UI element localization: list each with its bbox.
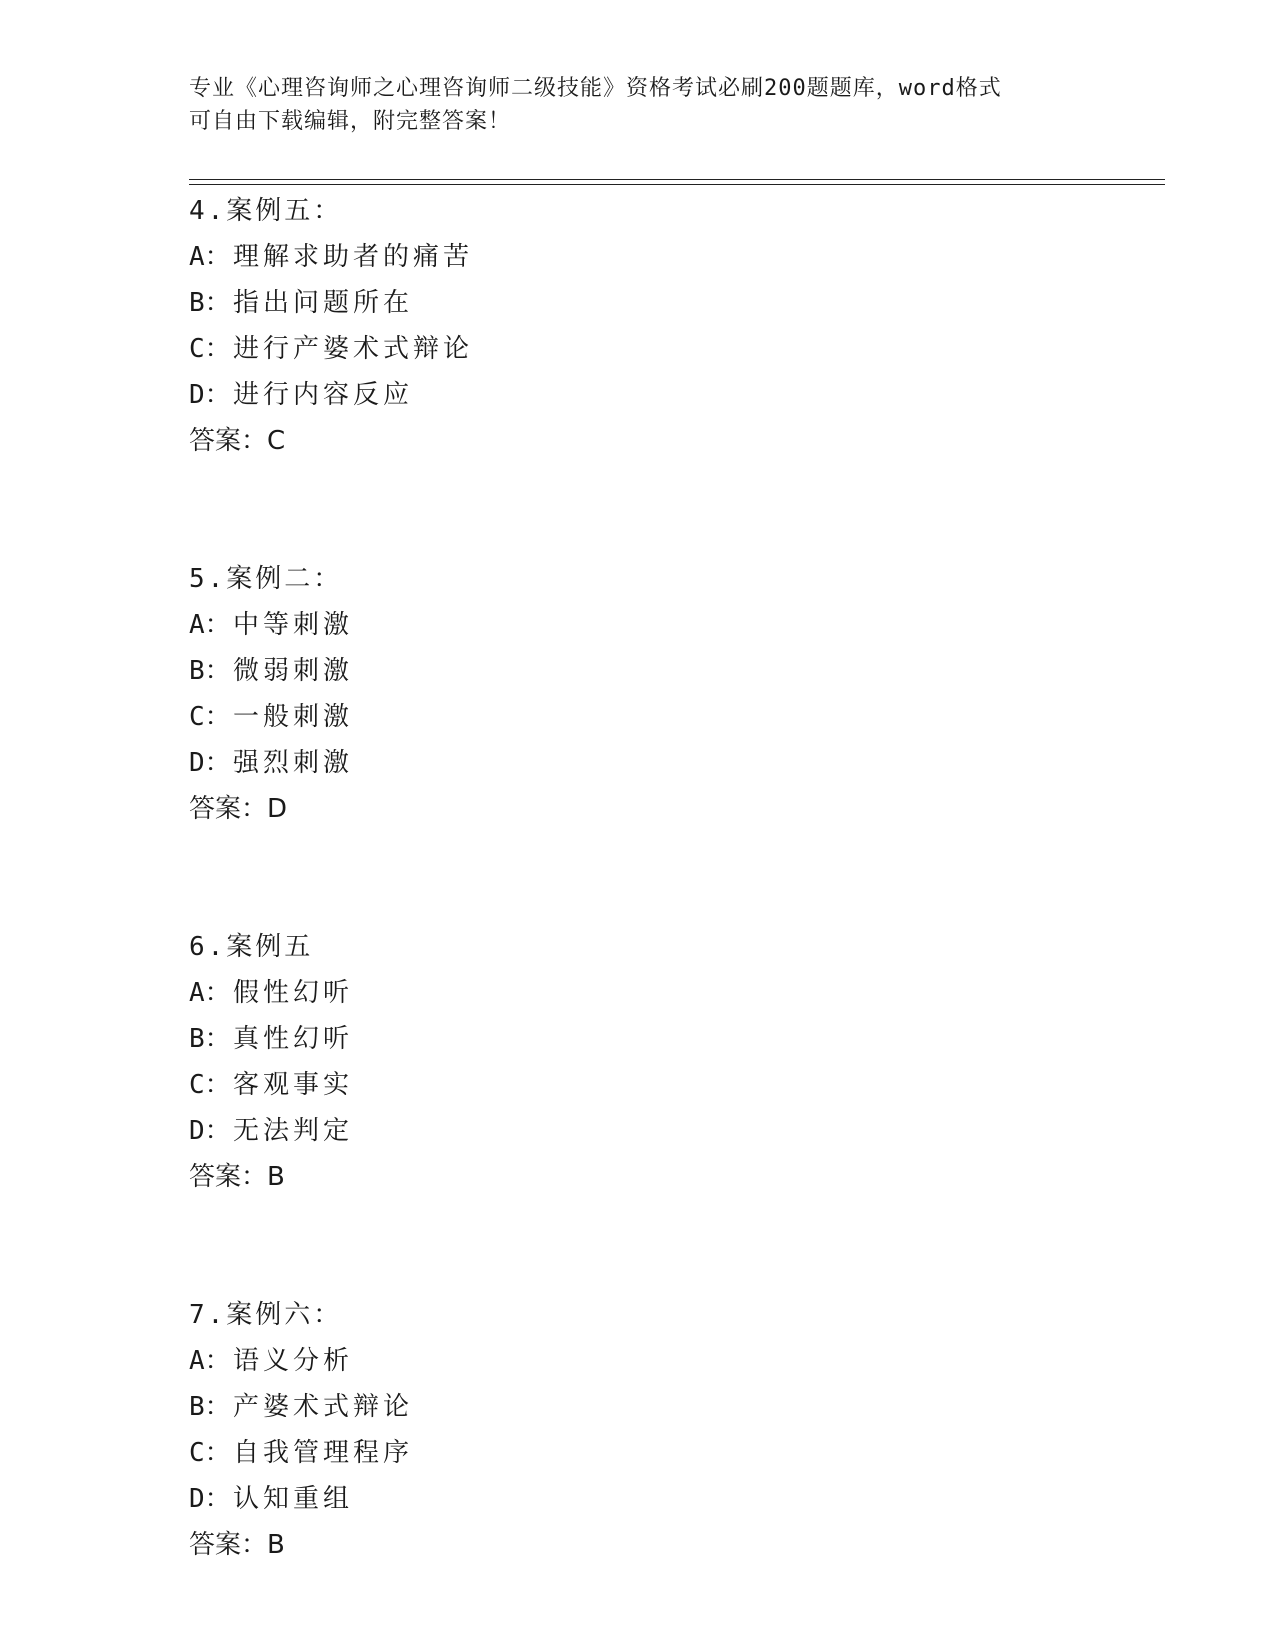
question-5 xyxy=(189,556,1149,832)
option-d xyxy=(189,1108,1149,1154)
option-a xyxy=(189,234,1149,280)
option-text: 假性幻听 xyxy=(233,978,354,1008)
option-a xyxy=(189,1338,1149,1384)
option-text: 进行内容反应 xyxy=(233,380,414,410)
option-key: C： xyxy=(189,702,231,732)
option-key: D： xyxy=(189,1116,231,1146)
option-a xyxy=(189,602,1149,648)
question-title: 6.案例五 xyxy=(189,932,314,962)
option-b xyxy=(189,280,1149,326)
option-text: 中等刺激 xyxy=(233,610,354,640)
question-4 xyxy=(189,188,1149,464)
option-b xyxy=(189,1384,1149,1430)
header-line-2: 可自由下载编辑，附完整答案！ xyxy=(189,109,512,134)
option-text: 无法判定 xyxy=(233,1116,354,1146)
option-key: A： xyxy=(189,610,231,640)
option-key: A： xyxy=(189,978,231,1008)
header-line-1: 专业《心理咨询师之心理咨询师二级技能》资格考试必刷200题题库，word格式 xyxy=(189,76,1002,101)
question-title: 5.案例二： xyxy=(189,564,343,594)
option-b xyxy=(189,648,1149,694)
option-text: 客观事实 xyxy=(233,1070,354,1100)
option-key: B： xyxy=(189,288,231,318)
option-key: D： xyxy=(189,748,231,778)
option-text: 进行产婆术式辩论 xyxy=(233,334,474,364)
option-key: A： xyxy=(189,242,231,272)
header-divider-bottom xyxy=(189,184,1165,185)
option-key: A： xyxy=(189,1346,231,1376)
option-key: C： xyxy=(189,1070,231,1100)
option-text: 认知重组 xyxy=(233,1484,354,1514)
option-c xyxy=(189,694,1149,740)
answer-line: 答案：D xyxy=(189,794,288,824)
option-text: 自我管理程序 xyxy=(233,1438,414,1468)
question-title: 4.案例五： xyxy=(189,196,343,226)
question-gap xyxy=(189,1200,1149,1292)
document-header xyxy=(189,72,1089,138)
option-text: 语义分析 xyxy=(233,1346,354,1376)
option-text: 微弱刺激 xyxy=(233,656,354,686)
option-c xyxy=(189,1430,1149,1476)
question-gap xyxy=(189,464,1149,556)
question-gap xyxy=(189,832,1149,924)
option-d xyxy=(189,1476,1149,1522)
question-7 xyxy=(189,1292,1149,1568)
option-text: 指出问题所在 xyxy=(233,288,414,318)
option-text: 产婆术式辩论 xyxy=(233,1392,414,1422)
question-title: 7.案例六： xyxy=(189,1300,343,1330)
question-6 xyxy=(189,924,1149,1200)
option-b xyxy=(189,1016,1149,1062)
option-key: C： xyxy=(189,334,231,364)
question-list xyxy=(189,188,1149,1568)
option-key: B： xyxy=(189,656,231,686)
header-divider-top xyxy=(189,179,1165,180)
option-a xyxy=(189,970,1149,1016)
option-key: D： xyxy=(189,1484,231,1514)
option-key: B： xyxy=(189,1024,231,1054)
option-text: 一般刺激 xyxy=(233,702,354,732)
option-d xyxy=(189,372,1149,418)
option-key: B： xyxy=(189,1392,231,1422)
option-key: C： xyxy=(189,1438,231,1468)
answer-line: 答案：B xyxy=(189,1530,285,1560)
answer-line: 答案：C xyxy=(189,426,286,456)
option-c xyxy=(189,326,1149,372)
option-text: 理解求助者的痛苦 xyxy=(233,242,474,272)
option-d xyxy=(189,740,1149,786)
option-text: 真性幻听 xyxy=(233,1024,354,1054)
option-text: 强烈刺激 xyxy=(233,748,354,778)
option-c xyxy=(189,1062,1149,1108)
option-key: D： xyxy=(189,380,231,410)
answer-line: 答案：B xyxy=(189,1162,285,1192)
